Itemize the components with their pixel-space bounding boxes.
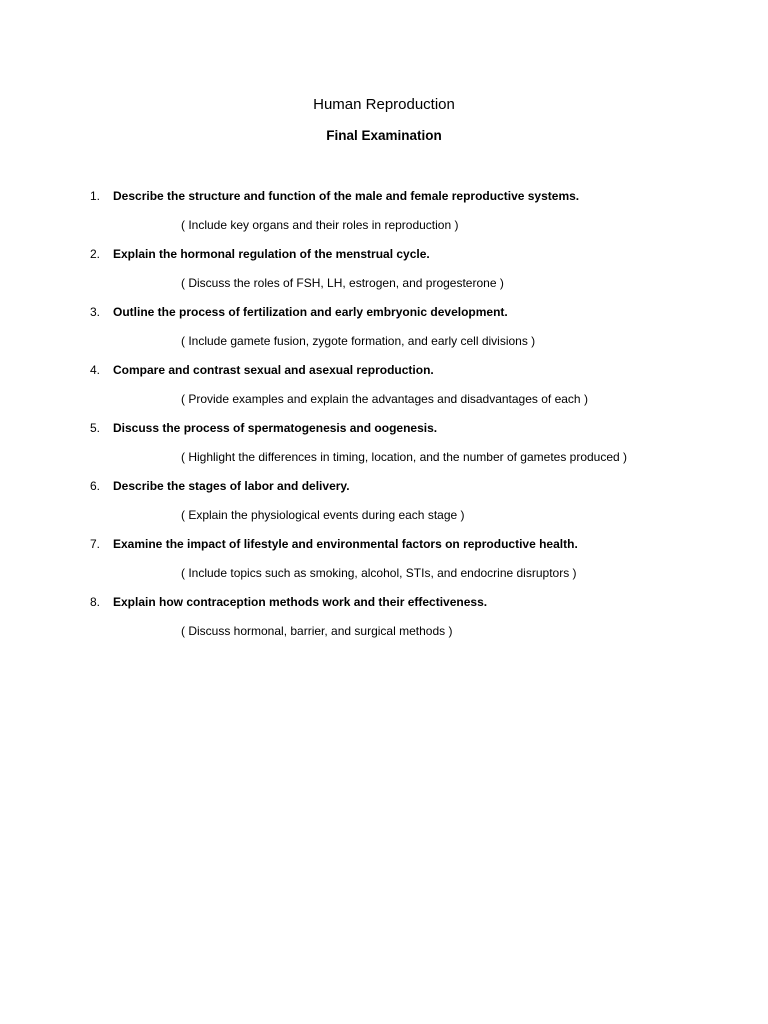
question-text: Describe the structure and function of the male and female reproductive systems.	[113, 189, 580, 203]
question-number: 5.	[90, 421, 101, 435]
question-item	[0, 535, 768, 593]
question-hint: ( Provide examples and explain the advantages and disadvantages of each )	[181, 392, 588, 406]
question-number: 3.	[90, 305, 101, 319]
question-number: 8.	[90, 595, 101, 609]
question-text: Explain how contraception methods work and their effectiveness.	[113, 595, 488, 609]
question-item	[0, 419, 768, 477]
question-hint: ( Discuss hormonal, barrier, and surgical methods )	[181, 624, 453, 638]
question-list	[0, 187, 768, 651]
question-number: 7.	[90, 537, 101, 551]
question-text: Compare and contrast sexual and asexual reproduction.	[113, 363, 434, 377]
question-hint: ( Explain the physiological events during each stage )	[181, 508, 465, 522]
question-hint: ( Highlight the differences in timing, location, and the number of gametes produced )	[181, 450, 628, 464]
question-item	[0, 593, 768, 651]
question-item	[0, 245, 768, 303]
question-number: 4.	[90, 363, 101, 377]
question-number: 1.	[90, 189, 101, 203]
question-number: 6.	[90, 479, 101, 493]
page-title: Human Reproduction	[313, 96, 455, 113]
question-hint: ( Include key organs and their roles in reproduction )	[181, 218, 459, 232]
question-text: Discuss the process of spermatogenesis and oogenesis.	[113, 421, 438, 435]
question-hint: ( Include topics such as smoking, alcohol, STIs, and endocrine disruptors )	[181, 566, 577, 580]
question-text: Outline the process of fertilization and early embryonic development.	[113, 305, 508, 319]
page-subtitle: Final Examination	[326, 128, 442, 143]
question-text: Explain the hormonal regulation of the menstrual cycle.	[113, 247, 430, 261]
question-text: Describe the stages of labor and delivery.	[113, 479, 350, 493]
question-hint: ( Discuss the roles of FSH, LH, estrogen, and progesterone )	[181, 276, 504, 290]
question-item	[0, 303, 768, 361]
question-item	[0, 477, 768, 535]
question-item	[0, 187, 768, 245]
question-hint: ( Include gamete fusion, zygote formation, and early cell divisions )	[181, 334, 536, 348]
question-item	[0, 361, 768, 419]
question-text: Examine the impact of lifestyle and environmental factors on reproductive health.	[113, 537, 578, 551]
question-number: 2.	[90, 247, 101, 261]
